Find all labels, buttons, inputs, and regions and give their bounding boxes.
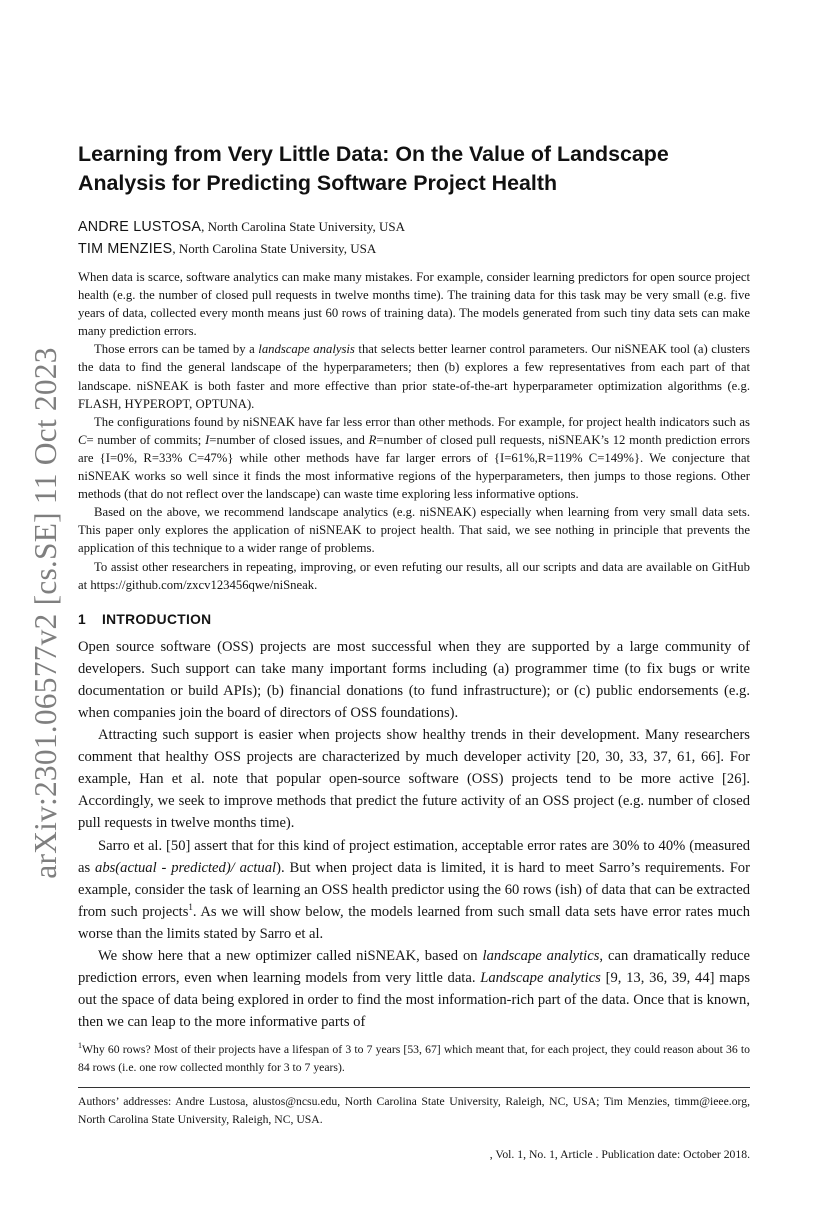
body-text: Open source software (OSS) projects are most successful when they are supported by a large community of developers. Such support can take many important forms including (a) programmer time (to fix bugs or write documentation or build APIs); (b) financial donations (to fund infrastructure); or (c) public endorsements (e.g. when companies join the board of directors of OSS foundations). <box>78 638 750 721</box>
section-number: 1 <box>78 611 86 627</box>
body-text: We show here that a new optimizer called niSNEAK, based on <box>98 948 483 964</box>
author-addresses: Authors’ addresses: Andre Lustosa, alustos@ncsu.edu, North Carolina State University, Raleigh, NC, USA; Tim Menzies, timm@ieee.org, North Carolina State University, Raleigh, NC, USA. <box>78 1095 750 1127</box>
abstract-text: The configurations found by niSNEAK have far less error than other methods. For example, for project health indicators such as <box>94 414 750 429</box>
body-emphasis: Landscape analytics <box>480 970 601 987</box>
abstract-text: When data is scarce, software analytics can make many mistakes. For example, consider learning predictors for open source project health (e.g. the number of closed pull requests in twelve months time). The training data for this task may be very small (e.g. five years of data, collected every month means just 60 rows of training data). The models generated from such tiny data sets can make many prediction errors. <box>78 270 750 339</box>
author-name: ANDRE LUSTOSA <box>78 219 202 235</box>
body-text: Sarro et al. [50] assert that for this kind of project estimation, acceptable error rates are 30% to 40% (measured as <box>78 837 750 876</box>
section-title: INTRODUCTION <box>102 611 212 627</box>
body-paragraph <box>78 636 750 724</box>
introduction-body <box>78 636 750 1034</box>
body-paragraph <box>78 945 750 1033</box>
author-name: TIM MENZIES <box>78 241 173 257</box>
footnote <box>78 1041 750 1076</box>
author-line <box>78 238 750 260</box>
abstract <box>78 268 750 594</box>
section-heading <box>78 611 750 629</box>
abstract-emphasis: landscape analysis <box>258 342 355 357</box>
abstract-variable: C <box>78 432 87 447</box>
body-text: ). But when project data is limited, it is hard to meet Sarro’s requirements. For example, consider the task of learning an OSS health predictor using the 60 rows (ish) of data that can be extracted from such projects <box>78 859 750 920</box>
abstract-text: Those errors can be tamed by a <box>94 342 259 357</box>
abstract-text: that selects better learner control parameters. Our niSNEAK tool (a) clusters the data to find the general landscape of the hyperparameters; then (b) explores a few representatives from each part of that landscape. niSNEAK is both faster and more effective than prior state-of-the-art hyperparameter optimization algorithms (e.g. FLASH, HYPEROPT, OPTUNA). <box>78 342 750 411</box>
abstract-variable: I <box>205 432 210 447</box>
body-emphasis: abs(actual - predicted)/ actual <box>95 859 277 876</box>
body-text: Attracting such support is easier when projects show healthy trends in their development. Many researchers comment that healthy OSS projects are characterized by much developer activity [20, 30, 33, 37, 61, 66]. For example, Han et al. note that popular open-source software (OSS) projects tend to be more active [26]. Accordingly, we seek to improve methods that predict the future activity of an OSS project (e.g. number of closed pull requests in twelve months time). <box>78 727 750 832</box>
abstract-paragraph <box>78 268 750 340</box>
abstract-text: To assist other researchers in repeating, improving, or even refuting our results, all our scripts and data are available on GitHub at https://github.com/zxcv123456qwe/niSneak. <box>78 559 750 592</box>
author-affiliation: , North Carolina State University, USA <box>172 241 377 256</box>
abstract-text: =number of closed pull requests, niSNEAK’s 12 month prediction errors are {I=0%, R=33% C=47%} while other methods have far larger errors of {I=61%,R=119% C=149%}. We conjecture that niSNEAK works so well since it finds the most informative regions of the hyperparameters, then jumps to those regions. Other methods (that do not reflect over the landscape) can waste time exploring less informative options. <box>78 432 750 502</box>
footnote-reference[interactable]: 1 <box>188 901 193 912</box>
abstract-paragraph <box>78 503 750 557</box>
abstract-paragraph <box>78 340 750 412</box>
paper-title: Learning from Very Little Data: On the Value of Landscape Analysis for Predicting Software Project Health <box>78 142 669 195</box>
abstract-text: Based on the above, we recommend landscape analytics (e.g. niSNEAK) especially when learning from very small data sets. This paper only explores the application of niSNEAK to project health. That said, we see nothing in principle that prevents the application of this technique to a wider range of problems. <box>78 505 750 556</box>
body-text: [9, 13, 36, 39, 44] maps out the space of data being explored in order to find the most information-rich part of the data. Once that is known, then we can leap to the more informative parts of <box>78 970 751 1031</box>
body-paragraph <box>78 724 750 834</box>
publication-line: , Vol. 1, No. 1, Article . Publication date: October 2018. <box>489 1148 750 1161</box>
paper-page <box>78 140 750 1129</box>
author-affiliation: , North Carolina State University, USA <box>201 219 405 234</box>
footer-divider <box>78 1087 750 1088</box>
abstract-variable: R <box>368 432 377 447</box>
abstract-text: = number of commits; <box>86 432 206 447</box>
abstract-paragraph <box>78 558 750 594</box>
abstract-text: =number of closed issues, and <box>209 432 369 447</box>
abstract-paragraph <box>78 413 750 503</box>
footnote-text: Why 60 rows? Most of their projects have a lifespan of 3 to 7 years [53, 67] which meant that, for each project, they could reason about 36 to 84 rows (i.e. one row collected monthly for 3 to 7 years). <box>78 1043 750 1074</box>
author-line <box>78 216 750 238</box>
body-paragraph <box>78 835 750 945</box>
body-text: . As we will show below, the models learned from such small data sets have error rates much worse than the limits stated by Sarro et al. <box>78 903 750 942</box>
author-block <box>78 216 750 260</box>
body-emphasis: landscape analytics <box>482 948 600 964</box>
body-text: , can dramatically reduce prediction errors, even when learning models from very little data. <box>78 948 750 987</box>
footnote-mark: 1 <box>78 1041 82 1051</box>
arxiv-identifier: arXiv:2301.06577v2 [cs.SE] 11 Oct 2023 <box>28 347 63 879</box>
